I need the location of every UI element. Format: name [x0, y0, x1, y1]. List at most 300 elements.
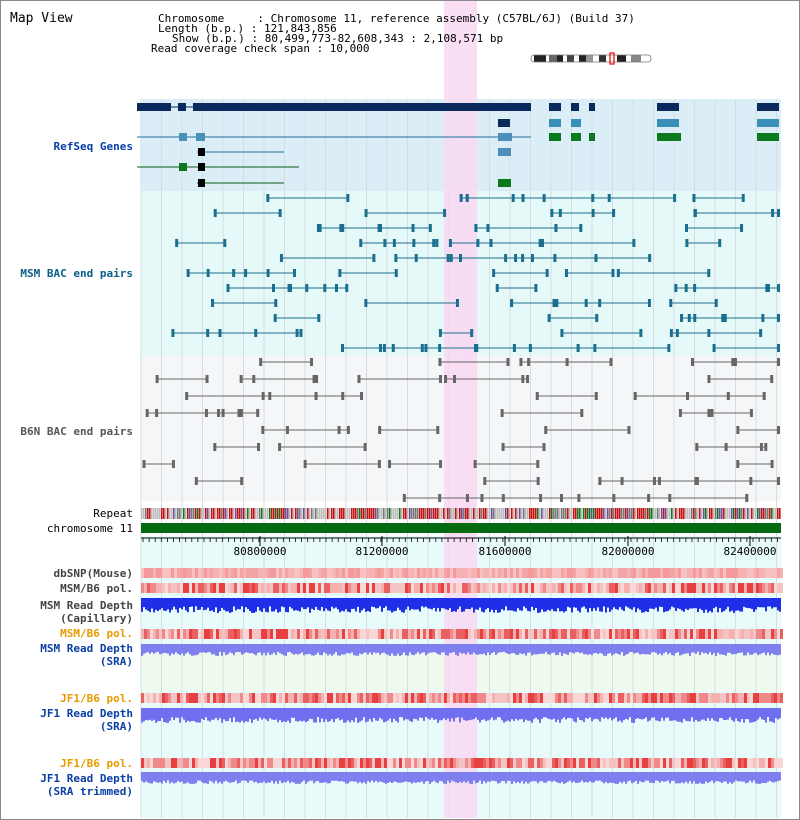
depth-bar [433, 644, 435, 652]
heat-cell [645, 568, 648, 578]
bac-end [403, 494, 406, 502]
track-label-jf1-depth-sra[interactable]: JF1 Read Depth [40, 707, 133, 720]
bac-end [612, 209, 615, 217]
depth-bar [773, 708, 775, 723]
heat-cell [516, 629, 519, 639]
depth-bar [621, 708, 623, 722]
depth-bar [197, 772, 199, 780]
depth-bar [267, 598, 269, 612]
bac-end [466, 194, 469, 202]
heat-cell [240, 693, 243, 703]
heat-cell [372, 629, 375, 639]
heat-cell [729, 693, 732, 703]
heat-cell [633, 568, 636, 578]
heat-cell [630, 758, 633, 768]
depth-bar [381, 708, 383, 719]
depth-bar [275, 772, 277, 781]
heat-cell [444, 629, 447, 639]
depth-bar [239, 644, 241, 652]
heat-cell [207, 758, 210, 768]
depth-bar [251, 644, 253, 653]
repeat-element [453, 508, 455, 519]
heat-cell [219, 693, 222, 703]
repeat-element [233, 508, 235, 519]
depth-bar [779, 708, 781, 718]
depth-bar [361, 708, 363, 720]
depth-bar [421, 644, 423, 653]
heat-cell [555, 629, 558, 639]
depth-bar [771, 772, 773, 782]
bac-end [172, 460, 175, 468]
track-label-refseq-genes[interactable]: RefSeq Genes [53, 140, 133, 153]
track-label-b6n-bac[interactable]: B6N BAC end pairs [20, 425, 133, 438]
depth-bar [587, 598, 589, 612]
depth-bar [391, 772, 393, 783]
heat-cell [480, 758, 483, 768]
depth-bar [415, 772, 417, 783]
heat-cell [168, 568, 171, 578]
depth-bar [339, 772, 341, 782]
depth-bar [413, 644, 415, 655]
depth-bar [709, 598, 711, 611]
depth-bar [481, 708, 483, 720]
depth-bar [377, 708, 379, 721]
depth-bar [539, 644, 541, 654]
depth-bar [667, 598, 669, 611]
heat-cell [615, 629, 618, 639]
depth-bar [373, 598, 375, 607]
depth-bar [357, 708, 359, 723]
depth-bar [457, 772, 459, 783]
depth-bar [431, 708, 433, 718]
depth-bar [229, 772, 231, 783]
heat-cell [414, 693, 417, 703]
depth-bar [731, 708, 733, 720]
repeat-element [289, 508, 291, 519]
depth-bar [167, 598, 169, 609]
depth-bar [401, 644, 403, 655]
repeat-element [547, 508, 549, 519]
track-label-dbsnp[interactable]: dbSNP(Mouse) [53, 567, 133, 580]
heat-cell [195, 629, 198, 639]
depth-bar [695, 598, 697, 608]
bac-end [608, 194, 611, 202]
depth-bar [243, 708, 245, 723]
bac-end [546, 269, 549, 277]
heat-cell [306, 693, 309, 703]
bac-end [691, 358, 694, 366]
heat-cell [594, 583, 597, 593]
track-label-jf1-depth-trimmed[interactable]: JF1 Read Depth [40, 772, 133, 785]
heat-cell [609, 693, 612, 703]
track-label-jf1-pol-1[interactable]: JF1/B6 pol. [60, 692, 133, 705]
repeat-element [149, 508, 151, 519]
depth-bar [661, 708, 663, 718]
heat-cell [372, 583, 375, 593]
heat-cell [195, 583, 198, 593]
bac-end [527, 358, 530, 366]
heat-cell [708, 758, 711, 768]
depth-bar [171, 772, 173, 782]
repeat-element [645, 508, 647, 519]
heat-cell [354, 629, 357, 639]
gene-exon [657, 133, 681, 141]
depth-bar [447, 598, 449, 610]
repeat-element [657, 508, 659, 519]
repeat-element [217, 508, 219, 519]
depth-bar [293, 708, 295, 718]
heat-cell [321, 629, 324, 639]
heat-cell [684, 693, 687, 703]
repeat-element [357, 508, 359, 519]
heat-cell [666, 758, 669, 768]
heat-cell [243, 583, 246, 593]
heat-cell [198, 758, 201, 768]
depth-bar [423, 598, 425, 607]
bac-end [679, 409, 682, 417]
depth-bar [671, 772, 673, 781]
depth-bar [477, 598, 479, 610]
heat-cell [525, 568, 528, 578]
bac-end [502, 443, 505, 451]
depth-bar [767, 644, 769, 653]
heat-cell [195, 693, 198, 703]
heat-cell [252, 758, 255, 768]
depth-bar [491, 598, 493, 610]
depth-bar [251, 708, 253, 723]
heat-cell [417, 758, 420, 768]
repeat-element [231, 508, 233, 519]
heat-cell [741, 629, 744, 639]
bac-end [595, 392, 598, 400]
depth-bar [613, 708, 615, 719]
depth-bar [425, 644, 427, 655]
repeat-element [221, 508, 223, 519]
track-label-msm-depth-capillary[interactable]: MSM Read Depth [40, 599, 133, 612]
depth-bar [185, 708, 187, 722]
repeat-element [201, 508, 203, 519]
depth-bar [471, 708, 473, 720]
repeat-element [361, 508, 363, 519]
depth-bar [455, 598, 457, 612]
depth-bar [711, 772, 713, 780]
depth-bar [531, 598, 533, 607]
heat-cell [231, 568, 234, 578]
depth-bar [715, 708, 717, 721]
depth-bar [441, 644, 443, 652]
heat-cell [405, 758, 408, 768]
depth-bar [367, 772, 369, 781]
heat-cell [276, 583, 279, 593]
heat-cell [183, 629, 186, 639]
heat-cell [267, 629, 270, 639]
repeat-element [429, 508, 431, 519]
depth-bar [305, 772, 307, 784]
depth-bar [347, 644, 349, 653]
heat-cell [759, 693, 762, 703]
bac-end [554, 224, 557, 232]
bac-end [429, 224, 432, 232]
heat-cell [315, 693, 318, 703]
depth-bar [591, 708, 593, 721]
depth-bar [307, 772, 309, 782]
heat-cell [546, 693, 549, 703]
depth-bar [487, 644, 489, 652]
depth-bar [589, 598, 591, 608]
heat-cell [498, 758, 501, 768]
depth-bar [317, 708, 319, 717]
heat-cell [294, 568, 297, 578]
bac-end [383, 239, 386, 247]
heat-cell [234, 568, 237, 578]
heat-cell [420, 583, 423, 593]
heat-cell [192, 758, 195, 768]
depth-bar [375, 644, 377, 653]
heat-cell [453, 583, 456, 593]
heat-cell [429, 758, 432, 768]
depth-bar [355, 708, 357, 718]
heat-cell [774, 758, 777, 768]
depth-bar [443, 644, 445, 652]
depth-bar [447, 708, 449, 719]
depth-bar [355, 598, 357, 611]
depth-bar [459, 708, 461, 722]
heat-cell [495, 693, 498, 703]
heat-cell [648, 693, 651, 703]
depth-bar [527, 598, 529, 611]
depth-bar [149, 598, 151, 612]
repeat-element [437, 508, 439, 519]
depth-bar [305, 708, 307, 722]
heat-cell [771, 568, 774, 578]
depth-bar [735, 708, 737, 718]
heat-cell [441, 568, 444, 578]
depth-bar [693, 598, 695, 608]
heat-cell [507, 568, 510, 578]
repeat-element [399, 508, 401, 519]
depth-bar [513, 598, 515, 611]
heat-cell [351, 629, 354, 639]
depth-bar [723, 708, 725, 720]
depth-bar [547, 598, 549, 610]
heat-cell [339, 568, 342, 578]
depth-bar [163, 644, 165, 653]
depth-bar [635, 772, 637, 781]
heat-cell [153, 693, 156, 703]
heat-cell [243, 629, 246, 639]
depth-bar [219, 644, 221, 652]
gene-exon [198, 179, 205, 187]
heat-cell [741, 758, 744, 768]
repeat-element [397, 508, 399, 519]
track-label-msm-depth-sra[interactable]: MSM Read Depth [40, 642, 133, 655]
heat-cell [237, 758, 240, 768]
depth-bar [509, 598, 511, 610]
bac-end [443, 209, 446, 217]
depth-bar [489, 708, 491, 719]
track-label-msm-pol-1[interactable]: MSM/B6 pol. [60, 582, 133, 595]
heat-cell [630, 568, 633, 578]
heat-cell [507, 758, 510, 768]
depth-bar [741, 708, 743, 719]
depth-bar [763, 772, 765, 783]
heat-cell [399, 693, 402, 703]
depth-bar [637, 644, 639, 653]
repeat-element [413, 508, 415, 519]
heat-cell [621, 693, 624, 703]
depth-bar [709, 644, 711, 652]
heat-cell [282, 758, 285, 768]
heat-cell [744, 629, 747, 639]
heat-cell [150, 568, 153, 578]
bac-end [763, 392, 766, 400]
depth-bar [261, 772, 263, 783]
depth-bar [265, 772, 267, 783]
track-label-msm-pol-2[interactable]: MSM/B6 pol. [60, 627, 133, 640]
bac-end [217, 409, 220, 417]
gene-exon [498, 179, 511, 187]
heat-cell [291, 568, 294, 578]
depth-bar [261, 708, 263, 720]
depth-bar [263, 708, 265, 718]
depth-bar [379, 772, 381, 782]
repeat-element [175, 508, 177, 519]
repeat-element [511, 508, 513, 519]
depth-bar [735, 598, 737, 611]
depth-bar [255, 772, 257, 782]
depth-bar [677, 772, 679, 783]
depth-bar [605, 772, 607, 782]
depth-bar [721, 772, 723, 783]
depth-bar [393, 644, 395, 656]
heat-cell [201, 758, 204, 768]
depth-bar [285, 598, 287, 612]
heat-cell [243, 568, 246, 578]
bac-end [214, 209, 217, 217]
depth-bar [215, 598, 217, 607]
depth-bar [291, 708, 293, 718]
depth-bar [415, 598, 417, 610]
heat-cell [156, 758, 159, 768]
heat-cell [681, 583, 684, 593]
depth-bar [405, 772, 407, 781]
heat-cell [516, 693, 519, 703]
track-label-msm-bac[interactable]: MSM BAC end pairs [20, 267, 133, 280]
depth-bar [715, 598, 717, 607]
heat-cell [213, 568, 216, 578]
heat-cell [153, 758, 156, 768]
repeat-element [367, 508, 369, 519]
depth-bar [615, 772, 617, 784]
repeat-element [599, 508, 601, 519]
heat-cell [324, 583, 327, 593]
heat-cell [627, 568, 630, 578]
depth-bar [559, 772, 561, 783]
depth-bar [565, 708, 567, 719]
heat-cell [288, 758, 291, 768]
heat-cell [756, 583, 759, 593]
depth-bar [273, 708, 275, 720]
heat-cell [423, 583, 426, 593]
heat-cell [756, 568, 759, 578]
heat-cell [219, 758, 222, 768]
heat-cell [699, 583, 702, 593]
heat-cell [630, 629, 633, 639]
heat-cell [357, 583, 360, 593]
depth-bar [495, 598, 497, 610]
depth-bar [505, 708, 507, 722]
heat-cell [318, 629, 321, 639]
repeat-element [235, 508, 237, 519]
depth-bar [349, 772, 351, 782]
heat-cell [666, 583, 669, 593]
depth-bar [199, 772, 201, 781]
bac-end [175, 239, 178, 247]
depth-bar [417, 598, 419, 609]
depth-bar [225, 598, 227, 611]
depth-bar [771, 644, 773, 654]
heat-cell [168, 583, 171, 593]
depth-bar [577, 708, 579, 718]
heat-cell [351, 693, 354, 703]
heat-cell [729, 583, 732, 593]
heat-cell [492, 758, 495, 768]
depth-bar [379, 708, 381, 718]
bac-end [470, 329, 473, 337]
depth-bar [759, 644, 761, 654]
heat-cell [237, 568, 240, 578]
repeat-element [491, 508, 493, 519]
depth-bar [757, 708, 759, 720]
heat-cell [297, 583, 300, 593]
depth-bar [323, 644, 325, 652]
depth-bar [475, 644, 477, 654]
depth-bar [775, 772, 777, 782]
heat-cell [636, 583, 639, 593]
heat-cell [759, 758, 762, 768]
repeat-element [177, 508, 179, 519]
heat-cell [651, 583, 654, 593]
depth-bar [777, 708, 779, 719]
depth-bar [513, 708, 515, 721]
depth-bar [715, 772, 717, 781]
heat-cell [465, 583, 468, 593]
heat-cell [750, 583, 753, 593]
repeat-element [285, 508, 287, 519]
heat-cell [231, 693, 234, 703]
depth-bar [357, 644, 359, 656]
depth-bar [463, 644, 465, 653]
repeat-element [771, 508, 773, 519]
heat-cell [204, 568, 207, 578]
depth-bar [497, 772, 499, 783]
heat-cell [165, 629, 168, 639]
depth-bar [699, 708, 701, 721]
depth-bar [381, 598, 383, 612]
heat-cell [618, 583, 621, 593]
track-label-jf1-pol-2[interactable]: JF1/B6 pol. [60, 757, 133, 770]
depth-bar [179, 772, 181, 782]
heat-cell [714, 693, 717, 703]
depth-bar [207, 598, 209, 608]
repeat-element [301, 508, 303, 519]
depth-bar [659, 598, 661, 607]
heat-cell [471, 693, 474, 703]
heat-cell [657, 583, 660, 593]
heat-cell [387, 758, 390, 768]
heat-cell [513, 758, 516, 768]
heat-cell [189, 568, 192, 578]
